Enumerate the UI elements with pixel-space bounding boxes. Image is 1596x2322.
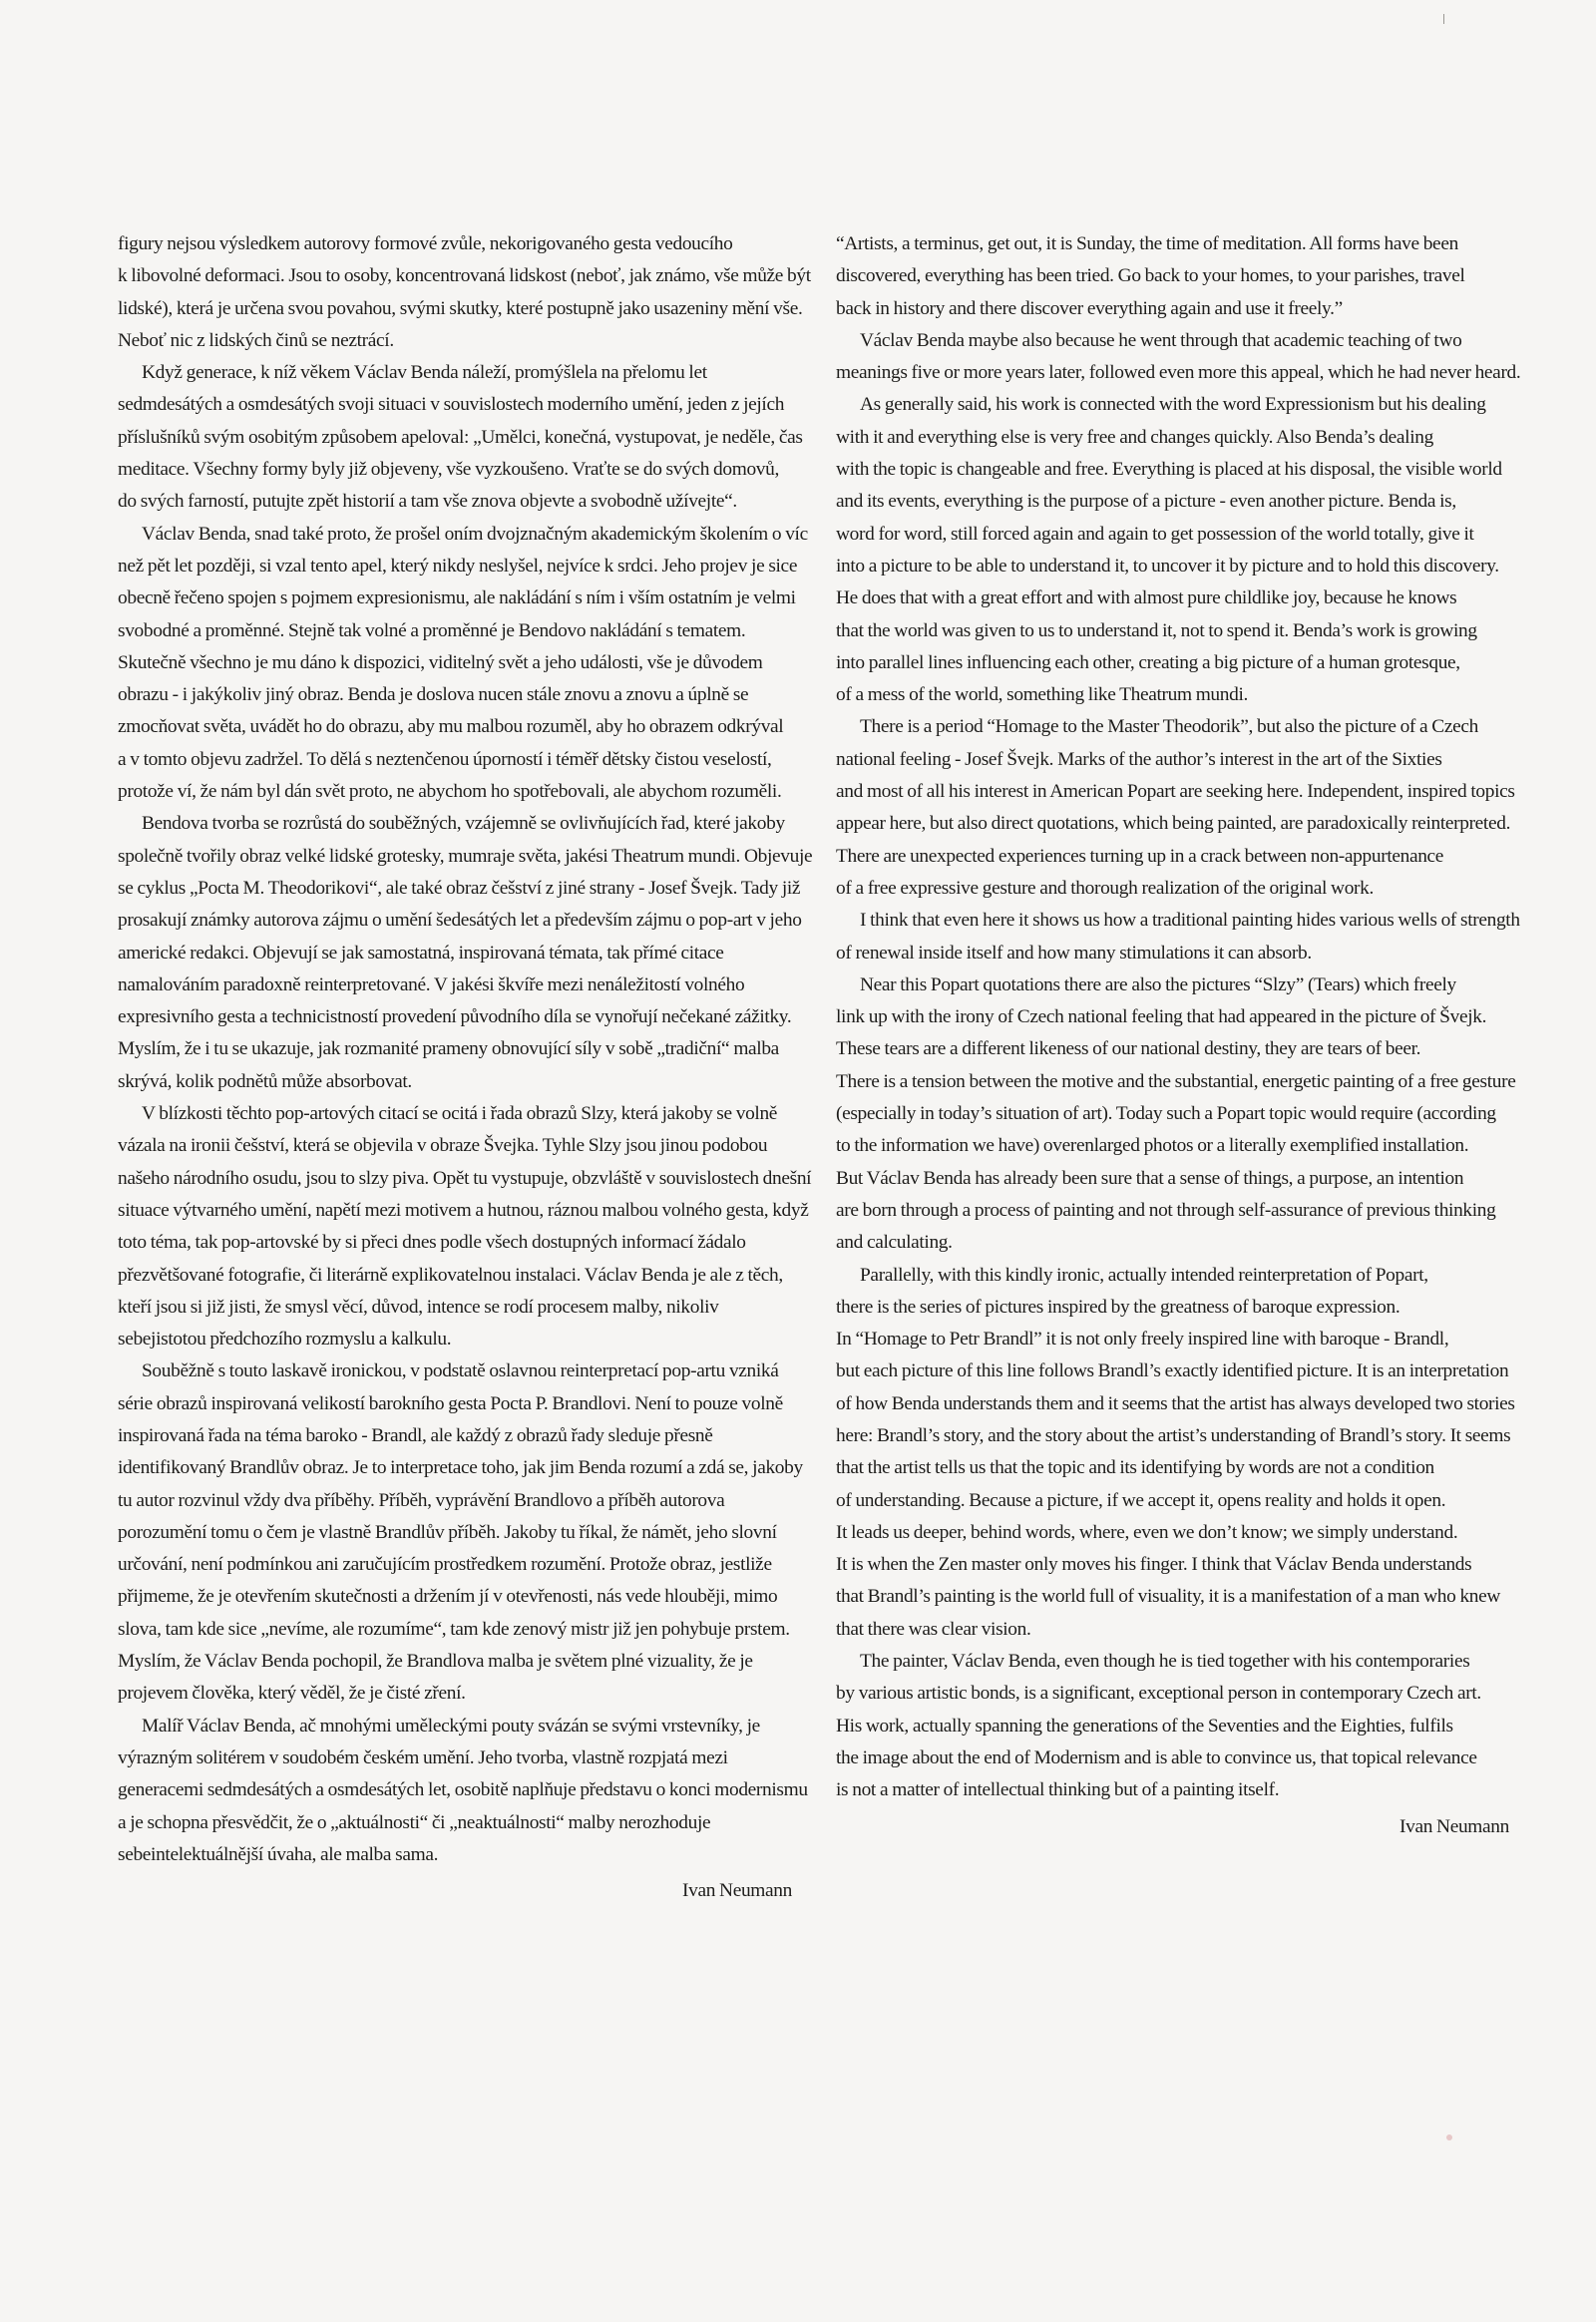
page-edge-mark [1443, 14, 1444, 24]
text-line: našeho národního osudu, jsou to slzy piva. Opět tu vystupuje, obzvláště v souvislostech dnešní [118, 1167, 812, 1189]
text-line: sedmdesátých a osmdesátých svoji situaci v souvislostech moderního umění, jeden z jejích [118, 394, 785, 416]
english-paragraph-8 [836, 1646, 1509, 1806]
english-paragraph-6 [836, 969, 1516, 1260]
text-line: of how Benda understands them and it seems that the artist has always developed two stories [836, 1392, 1515, 1414]
czech-paragraph-5 [118, 1098, 812, 1355]
text-line: His work, actually spanning the generations of the Seventies and the Eighties, fulfils [836, 1715, 1453, 1737]
text-line: obecně řečeno spojen s pojmem expresionismu, ale nakládání s ním i vším ostatním je velmi [118, 587, 796, 609]
text-line: situace výtvarného umění, napětí mezi motivem a hutnou, ráznou malbou volného gesta, když [118, 1199, 809, 1221]
czech-paragraph-7 [118, 1711, 808, 1871]
text-line: Když generace, k níž věkem Václav Benda náleží, promýšlela na přelomu let [142, 362, 707, 384]
czech-paragraph-3 [118, 519, 808, 809]
text-line: generacemi sedmdesátých a osmdesátých let, osobitě naplňuje představu o konci modernismu [118, 1779, 808, 1801]
text-line: meanings five or more years later, followed even more this appeal, which he had never heard. [836, 362, 1521, 384]
text-line: of a free expressive gesture and thorough realization of the original work. [836, 877, 1374, 899]
text-line: appear here, but also direct quotations, which being painted, are paradoxically reinterpreted. [836, 813, 1511, 835]
text-line: of renewal inside itself and how many stimulations it can absorb. [836, 942, 1312, 964]
author-signature: Ivan Neumann [1399, 1815, 1509, 1837]
text-line: Myslím, že i tu se ukazuje, jak rozmanité prameny obnovující síly v sobě „tradiční“ malba [118, 1038, 779, 1060]
czech-paragraph-1 [118, 228, 811, 357]
text-line: He does that with a great effort and with almost pure childlike joy, because he knows [836, 587, 1457, 609]
text-line: Václav Benda maybe also because he went through that academic teaching of two [860, 329, 1462, 351]
english-text-column [836, 228, 1521, 1843]
text-line: Near this Popart quotations there are also the pictures “Slzy” (Tears) which freely [860, 973, 1456, 995]
text-line: that there was clear vision. [836, 1618, 1031, 1640]
text-line: The painter, Václav Benda, even though he is tied together with his contemporaries [860, 1651, 1470, 1673]
text-line: přijmeme, že je otevřením skutečnosti a držením jí v otevřenosti, nás vede hlouběji, mimo [118, 1586, 778, 1608]
text-line: and calculating. [836, 1232, 953, 1254]
text-line: zmocňovat světa, uvádět ho do obrazu, aby mu malbou rozuměl, aby ho obrazem odkrýval [118, 716, 784, 738]
text-line: with it and everything else is very free and changes quickly. Also Benda’s dealing [836, 426, 1433, 448]
text-line: Václav Benda, snad také proto, že prošel oním dvojznačným akademickým školením o víc [142, 523, 808, 545]
text-line: There is a tension between the motive and the substantial, energetic painting of a free gesture [836, 1070, 1516, 1092]
text-line: the image about the end of Modernism and is able to convince us, that topical relevance [836, 1746, 1477, 1768]
text-line: skrývá, kolik podnětů může absorbovat. [118, 1070, 412, 1092]
english-paragraph-4 [836, 711, 1515, 905]
text-line: word for word, still forced again and again to get possession of the world totally, give it [836, 523, 1474, 545]
text-line: tu autor rozvinul vždy dva příběhy. Příběh, vyprávění Brandlovo a příběh autorova [118, 1489, 725, 1511]
text-line: there is the series of pictures inspired by the greatness of baroque expression. [836, 1296, 1400, 1318]
text-line: into a picture to be able to understand it, to uncover it by picture and to hold this discovery. [836, 555, 1499, 577]
text-line: and its events, everything is the purpose of a picture - even another picture. Benda is, [836, 491, 1456, 513]
czech-paragraph-2 [118, 357, 803, 518]
text-line: série obrazů inspirovaná velikostí barokního gesta Pocta P. Brandlovi. Není to pouze volně [118, 1392, 783, 1414]
text-line: do svých farností, putujte zpět historií a tam vše znova objevte a svobodně užívejte“. [118, 491, 737, 513]
text-line: that the artist tells us that the topic and its identifying by words are not a condition [836, 1457, 1434, 1479]
english-paragraph-1 [836, 228, 1509, 325]
text-line: back in history and there discover everything again and use it freely.” [836, 297, 1343, 319]
text-line: These tears are a different likeness of our national destiny, they are tears of beer. [836, 1038, 1421, 1060]
text-line: that Brandl’s painting is the world full of visuality, it is a manifestation of a man who knew [836, 1586, 1501, 1608]
text-line: of a mess of the world, something like Theatrum mundi. [836, 684, 1248, 706]
text-line: a je schopna přesvědčit, že o „aktuálnosti“ či „neaktuálnosti“ malby nerozhoduje [118, 1811, 711, 1833]
text-line: (especially in today’s situation of art). Today such a Popart topic would require (according [836, 1103, 1496, 1125]
text-line: přezvětšované fotografie, či literárně explikovatelnou instalaci. Václav Benda je ale z těch, [118, 1264, 783, 1286]
text-line: Bendova tvorba se rozrůstá do souběžných, vzájemně se ovlivňujících řad, které jakoby [142, 813, 785, 835]
text-line: slova, tam kde sice „nevíme, ale rozumíme“, tam kde zenový mistr již jen pohybuje prstem. [118, 1618, 790, 1640]
text-line: but each picture of this line follows Brandl’s exactly identified picture. It is an interpretation [836, 1360, 1509, 1382]
page-speck [1446, 2134, 1452, 2140]
text-line: As generally said, his work is connected with the word Expressionism but his dealing [860, 394, 1486, 416]
czech-paragraph-6 [118, 1355, 803, 1710]
text-line: Malíř Václav Benda, ač mnohými uměleckými pouty svázán se svými vrstevníky, je [142, 1715, 760, 1737]
text-line: here: Brandl’s story, and the story about the artist’s understanding of Brandl’s story. It seems [836, 1424, 1511, 1446]
text-line: americké redakci. Objevují se jak samostatná, inspirovaná témata, tak přímé citace [118, 942, 724, 964]
text-line: V blízkosti těchto pop-artových citací se ocitá i řada obrazů Slzy, která jakoby se volně [142, 1103, 778, 1125]
text-line: that the world was given to us to understand it, not to spend it. Benda’s work is growing [836, 619, 1477, 641]
text-line: a v tomto objevu zadržel. To dělá s neztenčenou úporností i téměř dětsky čistou veselostí, [118, 748, 772, 770]
czech-text-column [118, 228, 813, 1907]
text-line: expresivního gesta a technicistností provedení původního díla se vynořují nečekané zážitky. [118, 1006, 792, 1028]
text-line: Parallelly, with this kindly ironic, actually intended reinterpretation of Popart, [860, 1264, 1428, 1286]
text-line: sebejistotou předchozího rozmyslu a kalkulu. [118, 1329, 452, 1351]
text-line: I think that even here it shows us how a traditional painting hides various wells of strength [860, 910, 1520, 932]
czech-paragraph-4 [118, 808, 813, 1098]
text-line: se cyklus „Pocta M. Theodorikovi“, ale také obraz češství z jiné strany - Josef Švejk. Tady již [118, 877, 801, 899]
text-line: figury nejsou výsledkem autorovy formové zvůle, nekorigovaného gesta vedoucího [118, 233, 733, 254]
text-line: are born through a process of painting and not through self-assurance of previous thinking [836, 1199, 1496, 1221]
text-line: of understanding. Because a picture, if we accept it, opens reality and holds it open. [836, 1489, 1446, 1511]
text-line: There is a period “Homage to the Master Theodorik”, but also the picture of a Czech [860, 716, 1478, 738]
text-line: national feeling - Josef Švejk. Marks of the author’s interest in the art of the Sixties [836, 748, 1442, 770]
text-line: discovered, everything has been tried. Go back to your homes, to your parishes, travel [836, 265, 1465, 287]
text-line: Myslím, že Václav Benda pochopil, že Brandlova malba je světem plné vizuality, že je [118, 1651, 753, 1673]
english-paragraph-7 [836, 1260, 1515, 1647]
text-line: vázala na ironii češství, která se objevila v obraze Švejka. Tyhle Slzy jsou jinou podobou [118, 1135, 768, 1157]
text-line: meditace. Všechny formy byly již objeveny, vše vyzkoušeno. Vraťte se do svých domovů, [118, 459, 779, 481]
text-line: and most of all his interest in American Popart are seeking here. Independent, inspired topics [836, 781, 1515, 803]
text-line: inspirovaná řada na téma baroko - Brandl, ale každý z obrazů řady sleduje přesně [118, 1424, 713, 1446]
text-line: porozumění tomu o čem je vlastně Brandlův příběh. Jakoby tu říkal, že námět, jeho slovní [118, 1521, 777, 1543]
english-paragraph-2 [836, 325, 1521, 390]
text-line: prosakují známky autorova zájmu o umění šedesátých let a především zájmu o pop-art v jeho [118, 910, 802, 932]
text-line: link up with the irony of Czech national feeling that had appeared in the picture of Švejk. [836, 1006, 1487, 1028]
text-line: to the information we have) overenlarged photos or a literally exemplified installation. [836, 1135, 1469, 1157]
text-line: But Václav Benda has already been sure that a sense of things, a purpose, an intention [836, 1167, 1464, 1189]
text-line: “Artists, a terminus, get out, it is Sunday, the time of meditation. All forms have been [836, 233, 1458, 254]
text-line: Skutečně všechno je mu dáno k dispozici, viditelný svět a jeho události, vše je důvodem [118, 651, 763, 673]
text-line: kteří jsou si již jisti, že smysl věcí, důvod, intence se rodí procesem malby, nikoliv [118, 1296, 719, 1318]
english-paragraph-3 [836, 389, 1509, 711]
text-line: sebeintelektuálnější úvaha, ale malba sama. [118, 1843, 439, 1865]
text-line: Souběžně s touto laskavě ironickou, v podstatě oslavnou reinterpretací pop-artu vzniká [142, 1360, 779, 1382]
text-line: is not a matter of intellectual thinking but of a painting itself. [836, 1779, 1280, 1801]
text-line: namalováním paradoxně reinterpretované. V jakési škvíře mezi nenáležitostí volného [118, 973, 745, 995]
text-line: toto téma, tak pop-artovské by si přeci dnes podle všech dostupných informací žádalo [118, 1232, 746, 1254]
english-paragraph-5 [836, 905, 1520, 969]
text-line: k libovolné deformaci. Jsou to osoby, koncentrovaná lidskost (neboť, jak známo, vše může být [118, 265, 811, 287]
text-line: It leads us deeper, behind words, where, even we don’t know; we simply understand. [836, 1521, 1458, 1543]
text-line: In “Homage to Petr Brandl” it is not only freely inspired line with baroque - Brandl, [836, 1329, 1449, 1351]
text-line: Neboť nic z lidských činů se neztrácí. [118, 329, 394, 351]
text-line: příslušníků svým osobitým způsobem apeloval: „Umělci, konečná, vystupovat, je neděle, čas [118, 426, 803, 448]
text-line: svobodné a proměnné. Stejně tak volné a proměnné je Bendovo nakládání s tematem. [118, 619, 746, 641]
text-line: výrazným solitérem v soudobém českém umění. Jeho tvorba, vlastně rozpjatá mezi [118, 1746, 728, 1768]
text-line: lidské), která je určena svou povahou, svými skutky, které postupně jako usazeniny mění vše. [118, 297, 803, 319]
text-line: než pět let později, si vzal tento apel, který nikdy neslyšel, nejvíce k srdci. Jeho projev je sice [118, 555, 798, 577]
text-line: with the topic is changeable and free. Everything is placed at his disposal, the visible world [836, 459, 1502, 481]
text-line: identifikovaný Brandlův obraz. Je to interpretace toho, jak jim Benda rozumí a zdá se, jakoby [118, 1457, 803, 1479]
text-line: protože ví, že nám byl dán svět proto, ne abychom ho spotřebovali, ale abychom rozuměli. [118, 781, 782, 803]
text-line: obrazu - i jakýkoliv jiný obraz. Benda je doslova nucen stále znovu a znovu a úplně se [118, 684, 749, 706]
text-line: určování, není podmínkou ani zaručujícím prostředkem rozumění. Protože obraz, jestliže [118, 1554, 772, 1576]
text-line: There are unexpected experiences turning up in a crack between non-appurtenance [836, 845, 1444, 867]
author-signature: Ivan Neumann [682, 1880, 792, 1902]
text-line: společně tvořily obraz velké lidské grotesky, mumraje světa, jakési Theatrum mundi. Objevuje [118, 845, 813, 867]
text-line: by various artistic bonds, is a significant, exceptional person in contemporary Czech art. [836, 1683, 1481, 1705]
text-line: into parallel lines influencing each other, creating a big picture of a human grotesque, [836, 651, 1460, 673]
text-line: It is when the Zen master only moves his finger. I think that Václav Benda understands [836, 1554, 1472, 1576]
text-line: projevem člověka, který věděl, že je čisté zření. [118, 1683, 466, 1705]
